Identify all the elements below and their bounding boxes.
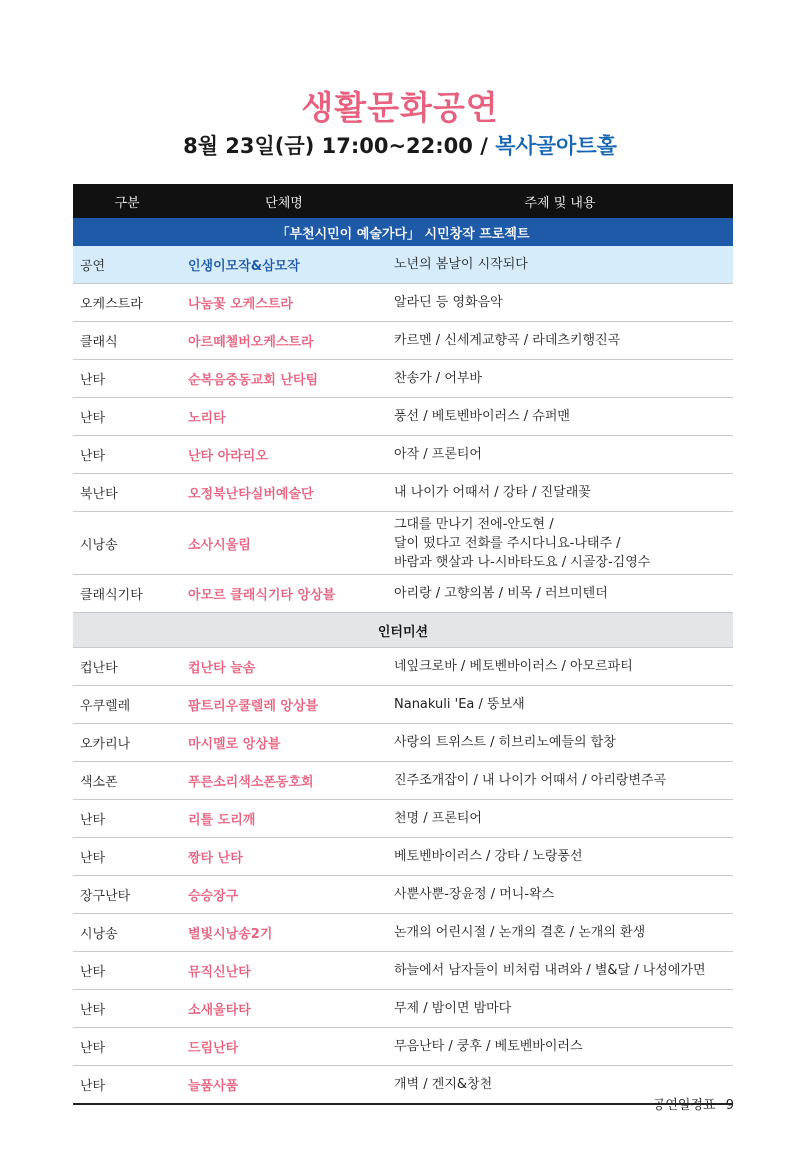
- row-content: [387, 762, 733, 800]
- row-content: [387, 360, 733, 398]
- table-row: [73, 876, 733, 914]
- row-content: [387, 575, 733, 613]
- table-row: [73, 284, 733, 322]
- row-content: [387, 246, 733, 284]
- row-group-name: 순복음중동교회 난타팀: [181, 360, 387, 398]
- page-footer: [653, 1094, 734, 1113]
- row-content-line: 찬송가 / 어부바: [394, 371, 482, 386]
- table-row: [73, 1028, 733, 1066]
- row-content-line: 알라딘 등 영화음악: [394, 295, 503, 310]
- row-content-line: 진주조개잡이 / 내 나이가 어때서 / 아리랑변주곡: [394, 773, 667, 788]
- row-category: 시낭송: [73, 512, 181, 575]
- row-group-name: 소사시울림: [181, 512, 387, 575]
- table-row: [73, 512, 733, 575]
- row-group-name: 짱타 난타: [181, 838, 387, 876]
- row-group-name: 오정북난타실버예술단: [181, 474, 387, 512]
- row-content-line: 논개의 어린시절 / 논개의 결혼 / 논개의 환생: [394, 925, 646, 940]
- row-category: 색소폰: [73, 762, 181, 800]
- col-header-content: 주제 및 내용: [387, 184, 733, 218]
- row-content-line: 아작 / 프론티어: [394, 447, 482, 462]
- row-category: 오카리나: [73, 724, 181, 762]
- row-content-line: 천명 / 프론티어: [394, 811, 482, 826]
- row-content: [387, 838, 733, 876]
- row-content-line: 달이 떴다고 전화를 주시다니요-나태주 /: [394, 535, 621, 551]
- table-row: [73, 474, 733, 512]
- table-row: [73, 436, 733, 474]
- row-content: [387, 474, 733, 512]
- col-header-group: 단체명: [181, 184, 387, 218]
- table-row: [73, 990, 733, 1028]
- table-row: [73, 724, 733, 762]
- row-category: 난타: [73, 838, 181, 876]
- row-content: [387, 914, 733, 952]
- row-group-name: 난타 아라리오: [181, 436, 387, 474]
- row-category: 난타: [73, 1066, 181, 1105]
- table-row: [73, 762, 733, 800]
- section-header-intermission-label: 인터미션: [73, 613, 733, 648]
- row-content: [387, 436, 733, 474]
- row-content: [387, 648, 733, 686]
- footer-label: 공연일정표: [652, 1098, 716, 1113]
- row-group-name: 별빛시낭송2기: [181, 914, 387, 952]
- row-category: 난타: [73, 360, 181, 398]
- row-category: 난타: [73, 990, 181, 1028]
- row-content-line: 사랑의 트위스트 / 히브리노예들의 합창: [394, 735, 616, 750]
- row-group-name: 푸른소리색소폰동호회: [181, 762, 387, 800]
- row-group-name: 뮤직신난타: [181, 952, 387, 990]
- row-group-name: 아르떼첼버오케스트라: [181, 322, 387, 360]
- row-content-line: 베토벤바이러스 / 강타 / 노랑풍선: [394, 849, 583, 864]
- row-category: 공연: [73, 246, 181, 284]
- page-number: 9: [725, 1098, 734, 1113]
- row-category: 북난타: [73, 474, 181, 512]
- table-row: [73, 360, 733, 398]
- row-content-line: 풍선 / 베토벤바이러스 / 슈퍼맨: [394, 409, 570, 424]
- row-content-line: 노년의 봄날이 시작되다: [394, 257, 528, 272]
- table-row: [73, 246, 733, 284]
- row-group-name: 승승장구: [181, 876, 387, 914]
- event-venue: 복사골아트홀: [495, 134, 617, 158]
- row-category: 오케스트라: [73, 284, 181, 322]
- row-content-line: 하늘에서 남자들이 비처럼 내려와 / 별&달 / 나성에가면: [394, 963, 706, 978]
- table-row: [73, 914, 733, 952]
- row-content-line: 내 나이가 어때서 / 강타 / 진달래꽃: [394, 485, 591, 500]
- row-content-line: Nanakuli 'Ea / 뚱보새: [394, 697, 525, 712]
- row-category: 난타: [73, 436, 181, 474]
- section-header-citizen-project: [73, 218, 733, 246]
- row-content: [387, 322, 733, 360]
- row-content: [387, 952, 733, 990]
- row-category: 난타: [73, 952, 181, 990]
- row-group-name: 늘품사품: [181, 1066, 387, 1105]
- row-category: 장구난타: [73, 876, 181, 914]
- section-header-intermission: [73, 613, 733, 648]
- row-category: 컵난타: [73, 648, 181, 686]
- row-content: [387, 876, 733, 914]
- row-category: 난타: [73, 398, 181, 436]
- row-content: [387, 800, 733, 838]
- row-content-line: 그대를 만나기 전에-안도현 /: [394, 516, 554, 532]
- row-group-name: 팜트리우쿨렐레 앙상블: [181, 686, 387, 724]
- row-content: [387, 1028, 733, 1066]
- row-content-line: 아리랑 / 고향의봄 / 비목 / 러브미텐더: [394, 586, 608, 601]
- row-content: [387, 686, 733, 724]
- row-content: [387, 990, 733, 1028]
- row-category: 우쿠렐레: [73, 686, 181, 724]
- table-row: [73, 838, 733, 876]
- row-group-name: 인생이모작&삼모작: [181, 246, 387, 284]
- row-category: 난타: [73, 800, 181, 838]
- row-content-line: 사뿐사뿐-장윤정 / 머니-왁스: [394, 887, 555, 902]
- table-row: [73, 322, 733, 360]
- row-category: 난타: [73, 1028, 181, 1066]
- table-row: [73, 398, 733, 436]
- table-row: [73, 648, 733, 686]
- schedule-table: [73, 184, 733, 1105]
- row-content: [387, 398, 733, 436]
- table-row: [73, 686, 733, 724]
- row-group-name: 드림난타: [181, 1028, 387, 1066]
- page-title: 생활문화공연: [301, 88, 499, 127]
- row-content: [387, 512, 733, 575]
- col-header-category: 구분: [73, 184, 181, 218]
- table-row: [73, 952, 733, 990]
- event-subtitle: [0, 130, 800, 160]
- row-group-name: 노리타: [181, 398, 387, 436]
- row-group-name: 컵난타 늘솜: [181, 648, 387, 686]
- row-group-name: 아모르 클래식기타 앙상블: [181, 575, 387, 613]
- table-row: [73, 1066, 733, 1105]
- row-content-line: 무제 / 밤이면 밤마다: [394, 1001, 512, 1016]
- row-content: [387, 724, 733, 762]
- table-header-row: [73, 184, 733, 218]
- row-content-line: 카르멘 / 신세계교향곡 / 라데츠키행진곡: [394, 333, 621, 348]
- row-category: 클래식: [73, 322, 181, 360]
- row-content: [387, 284, 733, 322]
- row-group-name: 마시멜로 앙상블: [181, 724, 387, 762]
- event-date: 8월 23일(금) 17:00~22:00 /: [183, 134, 496, 158]
- row-content-line: 개벽 / 겐지&창천: [394, 1077, 493, 1092]
- row-content-line: 무음난타 / 쿵후 / 베토벤바이러스: [394, 1039, 583, 1054]
- row-category: 시낭송: [73, 914, 181, 952]
- row-content-line: 바람과 햇살과 나-시바타도요 / 시골장-김영수: [394, 554, 651, 570]
- row-content-line: 네잎크로바 / 베토벤바이러스 / 아모르파티: [394, 659, 633, 674]
- row-group-name: 리틀 도리깨: [181, 800, 387, 838]
- row-category: 클래식기타: [73, 575, 181, 613]
- table-row: [73, 800, 733, 838]
- row-group-name: 나눔꽃 오케스트라: [181, 284, 387, 322]
- row-group-name: 소새울타타: [181, 990, 387, 1028]
- section-header-citizen-project-label: 「부천시민이 예술가다」 시민창작 프로젝트: [73, 218, 733, 246]
- table-row: [73, 575, 733, 613]
